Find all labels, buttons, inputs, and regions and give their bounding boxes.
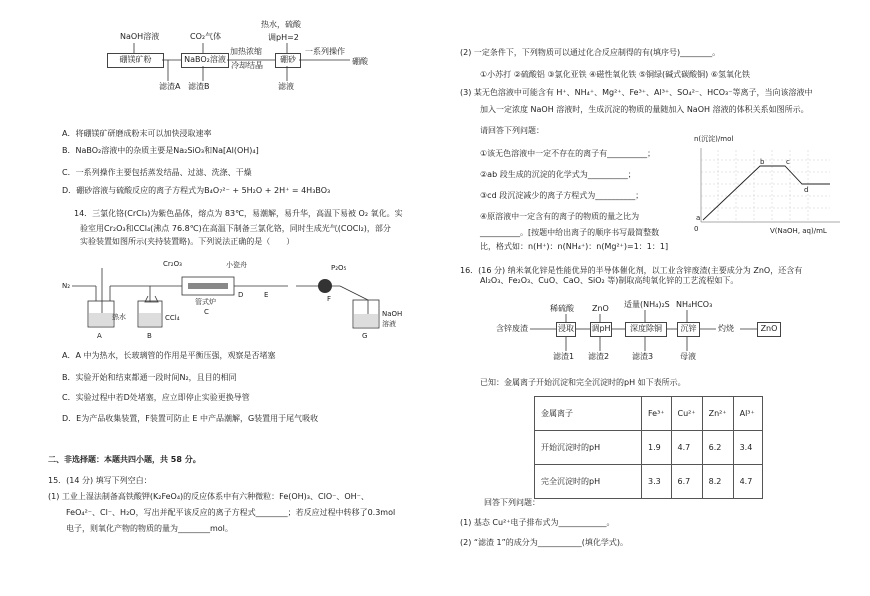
table-cell: 4.7 [733,465,762,499]
graph-point-c: c [786,158,790,166]
label-e: E [264,291,269,299]
flow1-label-residue-a: 滤渣A [159,82,181,91]
flow2-start: 含锌废渣 [496,324,528,333]
table-row [535,431,763,465]
q14-option-d: D．E为产品收集装置，F装置可防止 E 中产品潮解，G装置用于尾气吸收 [62,414,319,423]
q15-2-line-1: (2) 一定条件下，下列物质可以通过化合反应制得的有(填序号)________。 [460,48,721,57]
q14-option-b: B．实验开始和结束都通一段时间N₂，且目的相同 [62,373,237,382]
q15-3-sub-1: ①该无色溶液中一定不存在的离子有__________； [480,149,656,158]
table-cell: 8.2 [702,465,733,499]
q16-1: (1) 基态 Cu²⁺电子排布式为____________。 [460,518,615,527]
flow2-residue-2: 滤渣2 [588,352,610,361]
q15-1-line-2: FeO₄²⁻、Cl⁻、H₂O，写出并配平该反应的离子方程式________；若反应过程中转移了0.3mol [66,508,396,517]
table-cell: 3.4 [733,431,762,465]
graph-ylabel: n(沉淀)/mol [694,135,734,143]
table-cell: 3.3 [642,465,672,499]
flow2-label-nh4s: 适量(NH₄)₂S [624,300,670,309]
graph-xlabel: V(NaOH, aq)/mL [770,227,827,235]
q15-3-line-2: 加入一定浓度 NaOH 溶液时，生成沉淀的物质的量随加入 NaOH 溶液的体积关系如图所示。 [480,105,809,114]
table-cell: 开始沉淀时的pH [535,431,642,465]
label-a: A [97,332,102,340]
q13-option-a: A．将硼镁矿研磨成粉末可以加快浸取速率 [62,129,212,138]
q14-option-c: C．实验过程中若D处堵塞，应立即停止实验更换导管 [62,393,250,402]
q15-3-sub-6: 比，格式如：n(H⁺)：n(NH₄⁺)：n(Mg²⁺)=1：1：1] [480,242,669,251]
label-boat: 小瓷舟 [226,261,247,269]
table-row [535,397,763,431]
flow1-label-boricacid: 硼酸 [352,57,368,66]
flow1-label-naoh: NaOH溶液 [120,32,160,41]
flow2-box-leach: 浸取 [556,322,576,337]
flow2-box-zno: ZnO [757,322,781,337]
table-cell: 1.9 [642,431,672,465]
table-header-cell: Cu²⁺ [671,397,702,431]
graph-point-b: b [760,158,765,166]
q16-line-2: Al₂O₃、Fe₂O₃、CuO、CaO、SiO₂ 等)制取高纯氧化锌的工艺流程如下。 [480,276,739,285]
flow1-label-cool: 冷却结晶 [231,61,263,70]
drying-tube-f [318,279,332,293]
flow2-box-decu: 深度除铜 [625,322,667,337]
q15-title: 15．(14 分) 填写下列空白： [48,476,152,485]
tube-furnace-shape [188,283,228,289]
flow1-label-hotwater: 热水，硫酸 [261,20,301,29]
q16-line-1: 16．(16 分) 纳米氧化锌是性能优异的半导体催化剂，以工业含锌废渣(主要成分为 ZnO，还含有 [460,266,803,275]
q15-1-line-1: (1) 工业上湿法制备高铁酸钾(K₂FeO₄)的反应体系中有六种微粒：Fe(OH)₃、ClO⁻、OH⁻、 [48,492,369,501]
q14-line-3: 实验装置如图所示(夹持装置略)。下列说法正确的是（ ） [80,237,295,246]
table-cell: 6.2 [702,431,733,465]
q13-option-d: D．硼砂溶液与硫酸反应的离子方程式为B₄O₇²⁻ + 5H₂O + 2H⁺ = 4H₃BO₃ [62,186,331,195]
label-hotwater: 热水 [112,313,126,321]
ph-table [534,396,763,499]
table-header-cell: Fe³⁺ [642,397,672,431]
label-cr2o3: Cr₂O₃ [163,260,182,268]
table-row [535,465,763,499]
q14-option-a: A．A 中为热水，长玻璃管的作用是平衡压强，观察是否堵塞 [62,351,276,360]
q14-line-1: 14．三氯化铬(CrCl₃)为紫色晶体，熔点为 83℃，易潮解，易升华，高温下易被 O₂ 氧化。实 [74,209,403,218]
flow1-label-ops: 一系列操作 [305,47,345,56]
flow1-box-ore: 硼镁矿粉 [107,53,164,68]
flow1-label-filtrate: 滤液 [278,82,294,91]
label-n2: N₂ [62,282,71,290]
label-d: D [238,291,244,299]
q15-3-sub-3: ③cd 段沉淀减少的离子方程式为__________； [480,191,644,200]
label-f: F [327,295,332,303]
flow1-label-residue-b: 滤渣B [188,82,210,91]
known-text: 已知：金属离子开始沉淀和完全沉淀时的pH 如下表所示。 [480,378,686,387]
flow1-label-heat: 加热浓缩 [230,47,262,56]
label-solution: 溶液 [382,320,396,328]
q15-3-sub-2: ②ab 段生成的沉淀的化学式为__________； [480,170,636,179]
table-header-cell: Zn²⁺ [702,397,733,431]
q15-3-line-1: (3) 某无色溶液中可能含有 H⁺、NH₄⁺、Mg²⁺、Fe³⁺、Al³⁺、SO₄²⁻、HCO₃⁻等离子，当向该溶液中 [460,88,813,97]
label-naoh: NaOH [382,310,403,318]
label-b: B [147,332,152,340]
flow2-mother-liquor: 母液 [680,352,696,361]
q14-line-2: 验室用Cr₂O₃和CCl₄(沸点 76.8℃)在高温下制备三氯化铬，同时生成光气(COCl₂)，部分 [80,224,391,233]
q15-1-line-3: 电子，则氧化产物的物质的量为________mol。 [66,524,233,533]
label-g: G [362,332,368,340]
q13-option-b: B．NaBO₂溶液中的杂质主要是Na₂SiO₃和Na[Al(OH)₄] [62,146,259,155]
flow2-label-nh4hco3: NH₄HCO₃ [676,300,713,309]
section-2-title: 二、非选择题：本题共四小题，共 58 分。 [48,455,201,464]
q15-3-line-3: 请回答下列问题： [480,126,544,135]
table-cell: 6.7 [671,465,702,499]
flow2-label-acid: 稀硫酸 [550,304,574,313]
label-furnace: 管式炉 [195,298,216,306]
table-cell: 4.7 [671,431,702,465]
label-p2o5: P₂O₅ [331,264,347,272]
flow1-box-borax: 硼砂 [275,53,301,68]
q15-3-sub-5: __________。[按题中给出离子的顺序书写最简整数 [480,228,660,237]
answer-intro: 回答下列问题： [484,498,540,507]
flow2-box-ph: 调pH [590,322,612,337]
graph-origin: 0 [694,225,699,233]
graph-point-d: d [804,186,809,194]
q15-3-sub-4: ④原溶液中一定含有的离子的物质的量之比为 [480,212,640,221]
graph-point-a: a [696,214,701,222]
table-header-cell: 金属离子 [535,397,642,431]
table-header-cell: Al³⁺ [733,397,762,431]
label-ccl4: CCl₄ [165,314,180,322]
flow2-residue-3: 滤渣3 [632,352,654,361]
flow1-box-nabo2: NaBO₂溶液 [181,53,229,68]
table-cell: 完全沉淀时的pH [535,465,642,499]
flow1-label-ph: 调pH=2 [268,33,299,42]
flow2-label-zno: ZnO [592,304,609,313]
flow2-box-zinc: 沉锌 [677,322,700,337]
q15-2-line-2: ①小苏打 ②硫酸铝 ③氯化亚铁 ④磁性氧化铁 ⑤铜绿(碱式碳酸铜) ⑥氢氧化铁 [480,70,750,79]
flow1-label-co2: CO₂气体 [190,32,222,41]
flow2-calcine: 灼烧 [718,324,734,333]
q13-option-c: C．一系列操作主要包括蒸发结晶、过滤、洗涤、干燥 [62,168,252,177]
q16-2: (2) “滤渣 1”的成分为___________(填化学式)。 [460,538,629,547]
flow2-residue-1: 滤渣1 [553,352,575,361]
label-c: C [204,308,209,316]
precipitate-curve [703,166,830,220]
